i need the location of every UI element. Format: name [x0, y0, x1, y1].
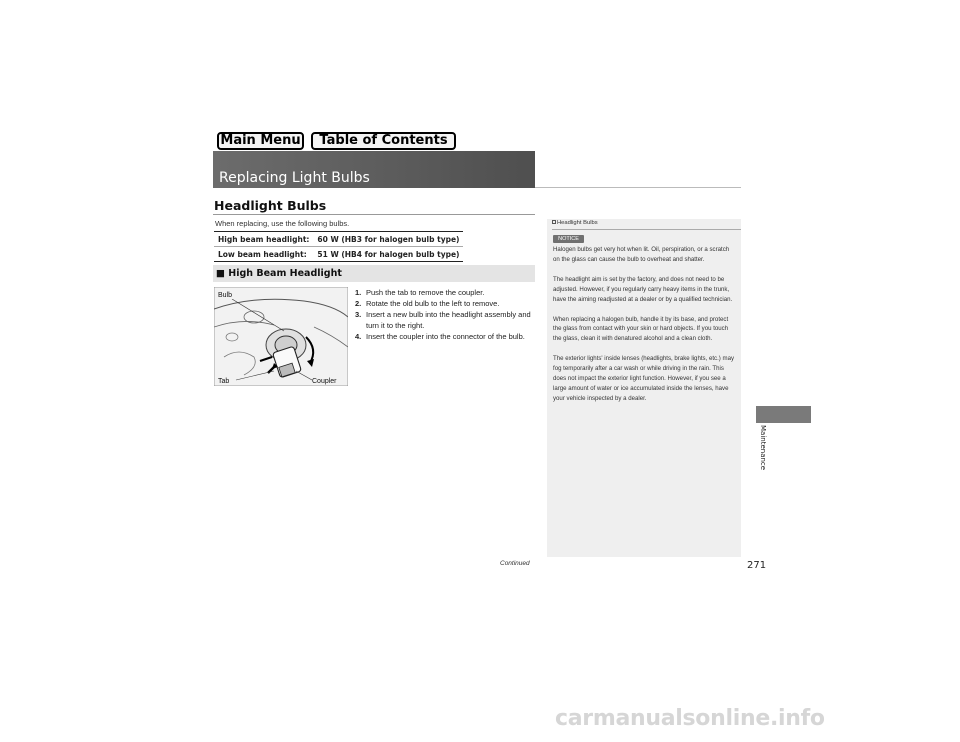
step-number: 3.: [355, 310, 362, 319]
spec-label: High beam headlight:: [218, 235, 310, 244]
title-divider: [535, 187, 741, 188]
title-bar: [213, 151, 535, 188]
step-number: 4.: [355, 332, 362, 341]
step-text: Insert the coupler into the connector of the bulb.: [366, 332, 525, 341]
sidebar-heading-text: Headlight Bulbs: [557, 220, 598, 226]
step-number: 1.: [355, 288, 362, 297]
sidebar-body: [553, 245, 737, 404]
watermark: carmanualsonline.info: [555, 706, 825, 731]
coupler-label: Coupler: [312, 378, 337, 385]
intro-text: When replacing, use the following bulbs.: [215, 219, 350, 228]
section-divider: [213, 214, 535, 215]
table-row: [214, 247, 463, 262]
main-menu-button[interactable]: Main Menu: [217, 132, 304, 150]
tab-label: Tab: [218, 378, 230, 385]
sidebar-paragraph: The headlight aim is set by the factory, and does not need to be adjusted. However, if you regularly carry heavy items in the trunk, have the aiming readjusted at a dealer or by a qualified technician.: [553, 275, 733, 303]
bulb-spec-table: [214, 231, 463, 262]
notes-sidebar: [547, 219, 741, 557]
chapter-label: Maintenance: [759, 425, 767, 471]
replacement-steps: [355, 287, 537, 342]
headlight-bulb-illustration: [214, 287, 348, 386]
page-title: Replacing Light Bulbs: [219, 170, 370, 186]
page-number: 271: [747, 560, 767, 571]
sidebar-paragraph: Halogen bulbs get very hot when lit. Oil, perspiration, or a scratch on the glass can cause the bulb to overheat and shatter.: [553, 246, 730, 263]
list-item: [355, 287, 537, 298]
table-of-contents-button[interactable]: Table of Contents: [311, 132, 456, 150]
notice-badge: NOTICE: [553, 235, 584, 243]
chapter-tab: [756, 406, 811, 423]
continued-label: Continued: [500, 560, 530, 567]
list-item: [355, 331, 537, 342]
sidebar-paragraph: When replacing a halogen bulb, handle it by its base, and protect the glass from contact with your skin or hard objects. If you touch the glass, clean it with denatured alcohol and a clean cloth.: [553, 315, 729, 343]
step-number: 2.: [355, 299, 362, 308]
sidebar-heading: [552, 220, 741, 230]
list-item: [355, 309, 537, 331]
spec-value: 60 W (HB3 for halogen bulb type): [317, 235, 460, 244]
step-text: Rotate the old bulb to the left to remove.: [366, 299, 500, 308]
spec-value: 51 W (HB4 for halogen bulb type): [313, 247, 463, 262]
bulb-label: Bulb: [218, 292, 233, 299]
table-row: [214, 232, 463, 247]
reference-box-icon: [552, 220, 556, 224]
section-heading: Headlight Bulbs: [214, 198, 327, 213]
sidebar-paragraph: The exterior lights' inside lenses (headlights, brake lights, etc.) may fog temporarily after a car wash or while driving in the rain. This does not impact the exterior light function. However, if you see a large amount of water or ice accumulated inside the lenses, have your vehicle inspected by a dealer.: [553, 355, 735, 402]
step-text: Push the tab to remove the coupler.: [366, 288, 485, 297]
spec-label: Low beam headlight:: [214, 247, 313, 262]
list-item: [355, 298, 537, 309]
subsection-heading: ■ High Beam Headlight: [213, 265, 535, 282]
step-text: Insert a new bulb into the headlight assembly and turn it to the right.: [366, 310, 531, 330]
